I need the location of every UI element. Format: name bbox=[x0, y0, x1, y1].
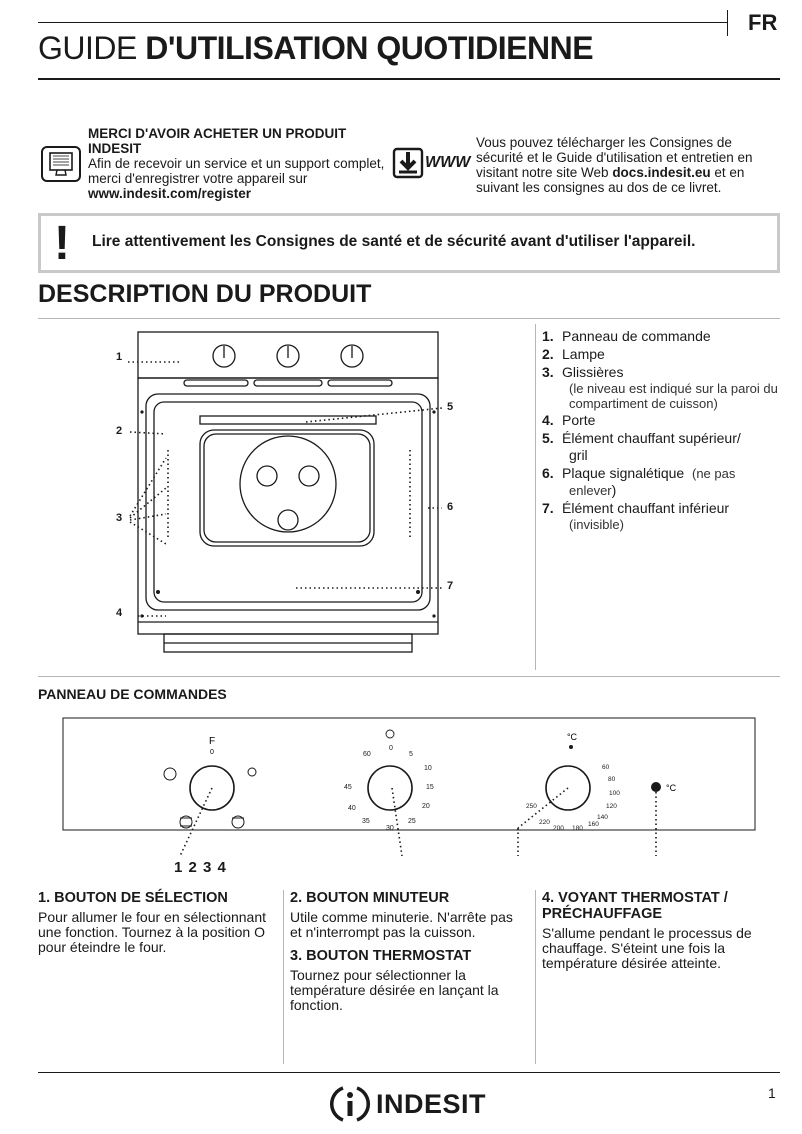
safety-warning-text: Lire attentivement les Consignes de santé et de sécurité avant d'utiliser l'appareil. bbox=[92, 233, 696, 250]
timer-mark: 15 bbox=[426, 784, 434, 791]
item-number: 6. bbox=[542, 465, 554, 481]
callout-3: 3 bbox=[116, 512, 123, 524]
thermo-mark: 250 bbox=[526, 803, 537, 810]
item-label: Lampe bbox=[562, 346, 605, 362]
column-divider bbox=[535, 890, 536, 1064]
item-number: 2. bbox=[542, 346, 554, 362]
callout-1: 1 bbox=[116, 351, 123, 363]
callout-7: 7 bbox=[447, 580, 454, 592]
list-item bbox=[542, 364, 792, 411]
header-divider bbox=[727, 10, 728, 36]
item-number: 4. bbox=[542, 412, 554, 428]
thermo-mark: 220 bbox=[539, 819, 550, 826]
item-label-cont: gril bbox=[569, 447, 588, 463]
callout-4: 4 bbox=[116, 607, 123, 619]
timer-mark: 20 bbox=[422, 803, 430, 810]
column-timer-thermostat bbox=[290, 890, 528, 1021]
product-description-title: DESCRIPTION DU PRODUIT bbox=[38, 280, 372, 308]
thermo-mark: 80 bbox=[608, 776, 616, 783]
item-note: (le niveau est indiqué sur la paroi du compartiment de cuisson) bbox=[569, 381, 778, 411]
item-note: (ne pas bbox=[692, 466, 736, 481]
item-number: 1. bbox=[542, 328, 554, 344]
panel-callout-numbers: 1 2 3 4 bbox=[174, 859, 227, 876]
register-heading: MERCI D'AVOIR ACHETER UN PRODUIT INDESIT bbox=[88, 126, 347, 156]
page-title bbox=[38, 30, 593, 67]
section-body: S'allume pendant le processus de chauffage. S'éteint une fois la température désirée atteinte. bbox=[542, 925, 752, 971]
item-number: 7. bbox=[542, 500, 554, 516]
function-zero: 0 bbox=[210, 749, 214, 756]
download-body-tail: et en suivant les consignes au dos de ce livret. bbox=[476, 165, 745, 195]
download-block bbox=[476, 135, 776, 195]
callout-5: 5 bbox=[447, 401, 454, 413]
language-tag: FR bbox=[748, 10, 778, 35]
control-panel-title: PANNEAU DE COMMANDES bbox=[38, 686, 227, 702]
indicator-unit: °C bbox=[666, 783, 677, 793]
download-icon bbox=[392, 147, 424, 179]
www-label: WWW bbox=[425, 154, 471, 171]
brand-logo bbox=[330, 1084, 486, 1124]
description-rule bbox=[38, 318, 780, 319]
thermo-mark: 120 bbox=[606, 803, 617, 810]
description-divider bbox=[535, 324, 536, 670]
brand-name: INDESIT bbox=[376, 1088, 487, 1119]
download-body-text: Vous pouvez télécharger les Consignes de sécurité et le Guide d'utilisation et entretien en visitant notre site Web bbox=[476, 135, 753, 180]
docs-link[interactable]: docs.indesit.eu bbox=[612, 165, 711, 180]
column-selection-knob bbox=[38, 890, 276, 963]
thermostat-unit: °C bbox=[566, 732, 578, 742]
control-panel-diagram bbox=[62, 716, 756, 858]
register-block bbox=[88, 126, 388, 201]
list-item bbox=[542, 346, 792, 363]
section-heading: 1. BOUTON DE SÉLECTION bbox=[38, 890, 228, 906]
section-body: Pour allumer le four en sélectionnant une fonction. Tournez à la position O pour éteindre le four. bbox=[38, 909, 267, 955]
timer-mark: 60 bbox=[363, 751, 371, 758]
item-label: Porte bbox=[562, 412, 596, 428]
download-icon-group bbox=[392, 147, 470, 179]
thermo-mark: 60 bbox=[602, 764, 610, 771]
item-number: 3. bbox=[542, 364, 554, 380]
header-bottom-rule bbox=[38, 78, 780, 80]
list-item bbox=[542, 328, 792, 345]
list-item bbox=[542, 412, 792, 429]
item-note-cont: enlever bbox=[569, 483, 612, 498]
column-divider bbox=[283, 890, 284, 1064]
list-item bbox=[542, 465, 792, 499]
header-top-rule bbox=[38, 22, 728, 23]
timer-mark: 10 bbox=[424, 765, 432, 772]
page-title-bold: D'UTILISATION QUOTIDIENNE bbox=[145, 30, 594, 66]
thermo-mark: 180 bbox=[572, 825, 583, 832]
timer-mark: 35 bbox=[362, 818, 370, 825]
thermo-mark: 200 bbox=[553, 825, 564, 832]
function-label: F bbox=[208, 736, 216, 747]
item-number: 5. bbox=[542, 430, 554, 446]
item-note: (invisible) bbox=[569, 517, 624, 532]
footer-rule bbox=[38, 1072, 780, 1073]
timer-mark: 5 bbox=[409, 751, 413, 758]
timer-mark: 40 bbox=[348, 805, 356, 812]
exclamation-icon: ! bbox=[54, 217, 70, 270]
oven-diagram bbox=[120, 330, 460, 670]
section-heading: 2. BOUTON MINUTEUR bbox=[290, 890, 450, 906]
computer-monitor-icon bbox=[40, 145, 82, 188]
timer-mark: 45 bbox=[344, 784, 352, 791]
list-item bbox=[542, 430, 792, 464]
component-list bbox=[542, 328, 792, 533]
timer-mark: 30 bbox=[386, 825, 394, 832]
list-item bbox=[542, 500, 792, 532]
timer-mark: 25 bbox=[408, 818, 416, 825]
item-note-tail: ) bbox=[611, 482, 617, 498]
thermo-mark: 160 bbox=[588, 821, 599, 828]
section-heading: 4. VOYANT THERMOSTAT / PRÉCHAUFFAGE bbox=[542, 890, 728, 922]
section-body: Utile comme minuterie. N'arrête pas et n'interrompt pas la cuisson. bbox=[290, 909, 513, 940]
thermo-mark: 140 bbox=[597, 814, 608, 821]
register-body bbox=[88, 156, 388, 201]
register-body-text: Afin de recevoir un service et un support complet, merci d'enregistrer votre appareil sur bbox=[88, 156, 385, 186]
item-label: Élément chauffant supérieur/ bbox=[562, 430, 741, 446]
callout-2: 2 bbox=[116, 425, 123, 437]
item-label: Panneau de commande bbox=[562, 328, 711, 344]
timer-mark: 0 bbox=[389, 745, 393, 752]
page-number: 1 bbox=[768, 1085, 776, 1101]
callout-6: 6 bbox=[447, 501, 454, 513]
register-link[interactable]: www.indesit.com/register bbox=[88, 186, 252, 201]
section-body: Tournez pour sélectionner la température désirée en lançant la fonction. bbox=[290, 967, 499, 1013]
section-heading: 3. BOUTON THERMOSTAT bbox=[290, 948, 472, 964]
item-label: Plaque signalétique bbox=[562, 465, 685, 481]
panel-rule bbox=[38, 676, 780, 677]
item-label: Élément chauffant inférieur bbox=[562, 500, 730, 516]
column-indicator bbox=[542, 890, 780, 979]
thermo-mark: 100 bbox=[609, 790, 620, 797]
item-label: Glissières bbox=[562, 364, 624, 380]
indesit-logo-icon bbox=[330, 1084, 370, 1124]
page-title-light: GUIDE bbox=[38, 30, 146, 66]
